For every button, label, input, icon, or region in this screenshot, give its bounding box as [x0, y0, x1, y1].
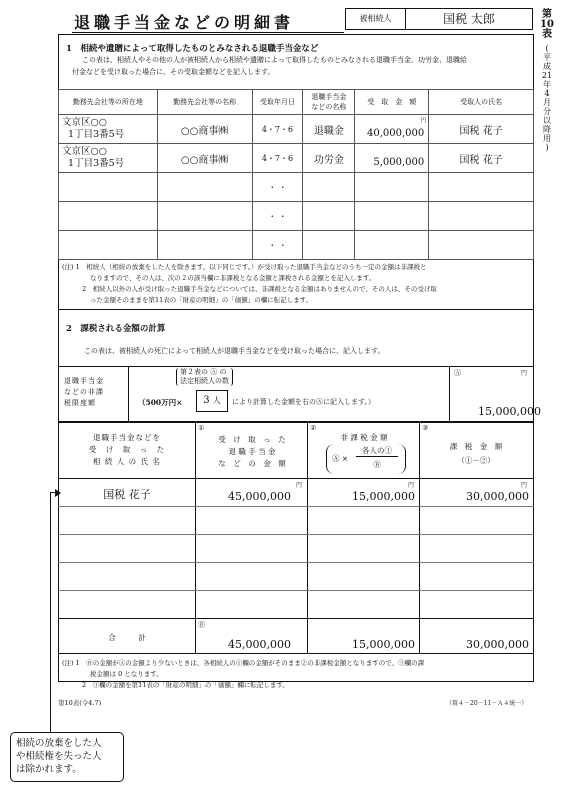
- recipient-cell[interactable]: 国税 花子: [429, 144, 534, 173]
- form-number-char: 10: [540, 19, 554, 30]
- total-received[interactable]: 45,000,000: [228, 638, 291, 651]
- form-number-char: 表: [542, 29, 552, 40]
- address-cell[interactable]: [59, 202, 158, 231]
- form-period-char: 21: [541, 71, 553, 80]
- divider: [58, 618, 534, 619]
- section2-note-line2: 税金額は 0 となります。: [90, 670, 163, 678]
- date-cell[interactable]: 4・7・6: [252, 115, 303, 144]
- date-cell[interactable]: ・ ・: [252, 173, 303, 202]
- divider: [128, 366, 129, 422]
- form-period-char: 年: [543, 80, 551, 89]
- yen-unit: 円: [521, 370, 528, 377]
- yen-unit: 円: [420, 118, 427, 124]
- address-line1: 文京区○○: [62, 117, 108, 128]
- amount-cell[interactable]: [355, 115, 429, 144]
- kind-cell[interactable]: [303, 231, 355, 260]
- section1-desc-line2: 付金などを受け取った場合に、その受取金額などを記入します。: [72, 68, 275, 76]
- header-line: 受 け 取 っ た: [218, 435, 286, 444]
- divider: [449, 366, 450, 422]
- limit-amount[interactable]: 15,000,000: [478, 405, 541, 418]
- divider: [58, 562, 534, 563]
- callout-arrow-icon: [55, 489, 61, 497]
- mark-b: Ⓑ: [198, 621, 205, 629]
- col-date: 受取年月日: [252, 90, 303, 115]
- recipient-cell[interactable]: 国税 花子: [429, 115, 534, 144]
- amount-cell[interactable]: [355, 173, 429, 202]
- total-taxable[interactable]: 30,000,000: [466, 638, 529, 651]
- company-cell[interactable]: [157, 173, 252, 202]
- table-row: [59, 173, 534, 202]
- callout-connector: [50, 492, 51, 732]
- kind-cell[interactable]: 功労金: [303, 144, 355, 173]
- kind-cell[interactable]: [303, 202, 355, 231]
- col-kind: [303, 90, 355, 115]
- footer-form-id: 第10表(令4.7): [58, 699, 102, 707]
- exemption-limit-label: [64, 376, 104, 409]
- formula-left: （500万円×: [138, 398, 183, 407]
- amount-value: 40,000,000: [366, 127, 425, 139]
- address-cell[interactable]: [59, 144, 158, 173]
- title-underline: [72, 32, 344, 33]
- form-period-char: ): [545, 143, 549, 152]
- mark-a: Ⓐ: [454, 369, 461, 377]
- col-recipient: 受取人の氏名: [429, 90, 534, 115]
- divider: [58, 478, 534, 479]
- form-period-char: 4: [544, 89, 550, 98]
- exemption-limit-row: [58, 366, 534, 422]
- section2-desc: この表は、被相続人の死亡によって相続人が退職手当金などを受け取った場合に、記入します。: [84, 347, 385, 355]
- address-cell[interactable]: [59, 173, 158, 202]
- heir-taxable[interactable]: 30,000,000: [466, 490, 529, 503]
- callout-line: 相続の放棄をした人: [16, 738, 102, 749]
- form-period-char: 以: [543, 116, 551, 125]
- divider: [58, 590, 534, 591]
- footer-code: （資４－20－11－Ａ４統一）: [446, 700, 528, 707]
- form-period-char: 成: [543, 62, 551, 71]
- form-period-char: 降: [543, 125, 551, 134]
- table-row: [59, 144, 534, 173]
- label-line: 税限度額: [64, 399, 96, 407]
- section1-heading: 1 相続や遺贈によって取得したものとみなされる退職手当金など: [66, 44, 319, 54]
- form-period-char: 分: [543, 107, 551, 116]
- header-line: 課 税 金 額: [449, 442, 503, 451]
- form-period: [540, 44, 554, 152]
- address-line2: 1丁目3番5号: [68, 158, 125, 169]
- section1-note-line1: (注) 1 相続人（相続の放棄をした人を除きます。以下同じです。）が受け取った退職手当金などのうち一定の金額は非課税と: [62, 263, 427, 271]
- callout-line: や相続権を失った人: [16, 751, 102, 762]
- divider: [307, 422, 308, 654]
- kind-cell[interactable]: [303, 173, 355, 202]
- yen-unit: 円: [408, 482, 415, 489]
- total-label: 合 計: [108, 633, 146, 642]
- label-line: などの非課: [64, 388, 104, 396]
- label-line: 退職手当金: [64, 377, 104, 385]
- section1-desc-line1: この表は、相続人やその他の人が被相続人から相続や遺贈によって取得したものとみなされる退職手当金、功労金、退職給: [82, 56, 467, 64]
- table-row: [59, 115, 534, 144]
- company-cell[interactable]: [157, 202, 252, 231]
- col-company: 勤務先会社等の名称: [157, 90, 252, 115]
- fraction-denominator: Ⓑ: [373, 460, 381, 469]
- section-divider: [58, 309, 534, 310]
- col-address: 勤務先会社等の所在地: [59, 90, 158, 115]
- company-cell[interactable]: ○○商事㈱: [157, 144, 252, 173]
- decedent-label: 被相続人: [346, 9, 406, 29]
- date-cell[interactable]: 4・7・6: [252, 144, 303, 173]
- form-number-char: 第: [542, 9, 552, 20]
- mark-2: ②: [310, 424, 317, 432]
- header-line: な ど の 金 額: [218, 459, 286, 468]
- recipient-cell[interactable]: [429, 173, 534, 202]
- section1-note-line4: った金額そのままを第11表の「財産の明細」の「価額」の欄に転記します。: [90, 296, 313, 304]
- yen-unit: 円: [521, 482, 528, 489]
- section2-heading: 2 課税される金額の計算: [66, 324, 166, 334]
- section2-note-line1: (注) 1 Ⓑの金額がⒶの金額より少ないときは、各相続人の①欄の金額がそのまま②の非課税金額となりますので、③欄の課: [62, 659, 425, 667]
- amount-cell[interactable]: [355, 144, 429, 173]
- mark-3: ③: [422, 424, 429, 432]
- header-line: （①－②）: [457, 456, 495, 465]
- form-number: [539, 10, 555, 40]
- address-line1: 文京区○○: [62, 146, 108, 157]
- date-cell[interactable]: ・ ・: [252, 231, 303, 260]
- header-line: 非 課 税 金 額: [340, 433, 388, 442]
- page-title: 退職手当金などの明細書: [74, 13, 295, 32]
- formula-ref-line2: 法定相続人の数: [180, 377, 229, 385]
- fraction-numerator: 各人の①: [356, 445, 398, 457]
- recipient-cell[interactable]: [429, 231, 534, 260]
- retirement-allowance-table: [58, 89, 534, 260]
- recipient-cell[interactable]: [429, 202, 534, 231]
- table-row: [59, 231, 534, 260]
- company-cell[interactable]: ○○商事㈱: [157, 115, 252, 144]
- yen-unit: 円: [296, 482, 303, 489]
- address-cell[interactable]: [59, 115, 158, 144]
- heir-name[interactable]: 国税 花子: [103, 488, 151, 501]
- decedent-box: [345, 8, 533, 30]
- divider: [58, 534, 534, 535]
- formula-reference: [176, 368, 233, 386]
- section1-note-line3: 2 相続人以外の人が受け取った退職手当金などについては、非課税となる金額はありませんので、その人は、その受け取: [82, 285, 437, 293]
- table-row: [59, 202, 534, 231]
- col-kind-line1: 退職手当金: [311, 93, 347, 101]
- col-amount: 受 取 金 額: [355, 90, 429, 115]
- divider: [58, 506, 534, 507]
- col-exempt: [312, 432, 416, 443]
- header-line: 受 け 取 っ た: [88, 445, 166, 454]
- col-heir-name: [68, 432, 186, 468]
- form-period-char: 月: [543, 98, 551, 107]
- mark-1: ①: [198, 424, 205, 432]
- divider: [195, 422, 196, 654]
- date-cell[interactable]: ・ ・: [252, 202, 303, 231]
- address-cell[interactable]: [59, 231, 158, 260]
- header-line: 退 職 手 当 金: [228, 447, 276, 456]
- section1-note-line2: なりますので、その人は、次の２の該当欄に非課税となる金額と課税される金額とを記入します。: [90, 274, 376, 282]
- address-line2: 1丁目3番5号: [68, 129, 125, 140]
- heir-received[interactable]: 45,000,000: [228, 490, 291, 503]
- col-received: [204, 434, 300, 470]
- company-cell[interactable]: [157, 231, 252, 260]
- col-taxable: [424, 440, 528, 468]
- col-kind-line2: などの名称: [311, 103, 347, 111]
- total-exempt[interactable]: 15,000,000: [352, 638, 415, 651]
- heirs-count: 3: [203, 395, 210, 406]
- table-header-row: [59, 90, 534, 115]
- heirs-count-box[interactable]: [196, 390, 228, 412]
- callout-box: [10, 732, 124, 782]
- decedent-name: 国税 太郎: [443, 12, 495, 26]
- callout-line: は除かれます。: [16, 764, 82, 775]
- heirs-unit: 人: [212, 396, 221, 405]
- header-line: 相 続 人 の 氏 名: [93, 457, 161, 466]
- header-line: 退職手当金などを: [93, 433, 161, 442]
- amount-value: 5,000,000: [373, 156, 425, 168]
- formula-ref-line1: 第２表の Ⓐ の: [180, 368, 227, 376]
- amount-cell[interactable]: [355, 231, 429, 260]
- form-period-char: 平: [543, 53, 551, 62]
- amount-cell[interactable]: [355, 202, 429, 231]
- kind-cell[interactable]: 退職金: [303, 115, 355, 144]
- form-period-char: (: [545, 44, 549, 53]
- fraction-prefix: Ⓐ ×: [332, 454, 349, 463]
- formula-right: により計算した金額を右のⒶに記入します。）: [232, 398, 375, 406]
- form-period-char: 用: [543, 134, 551, 143]
- section2-note-line3: 2 ③欄の金額を第11表の「財産の明細」の「価額」欄に転記します。: [82, 681, 289, 689]
- heir-exempt[interactable]: 15,000,000: [352, 490, 415, 503]
